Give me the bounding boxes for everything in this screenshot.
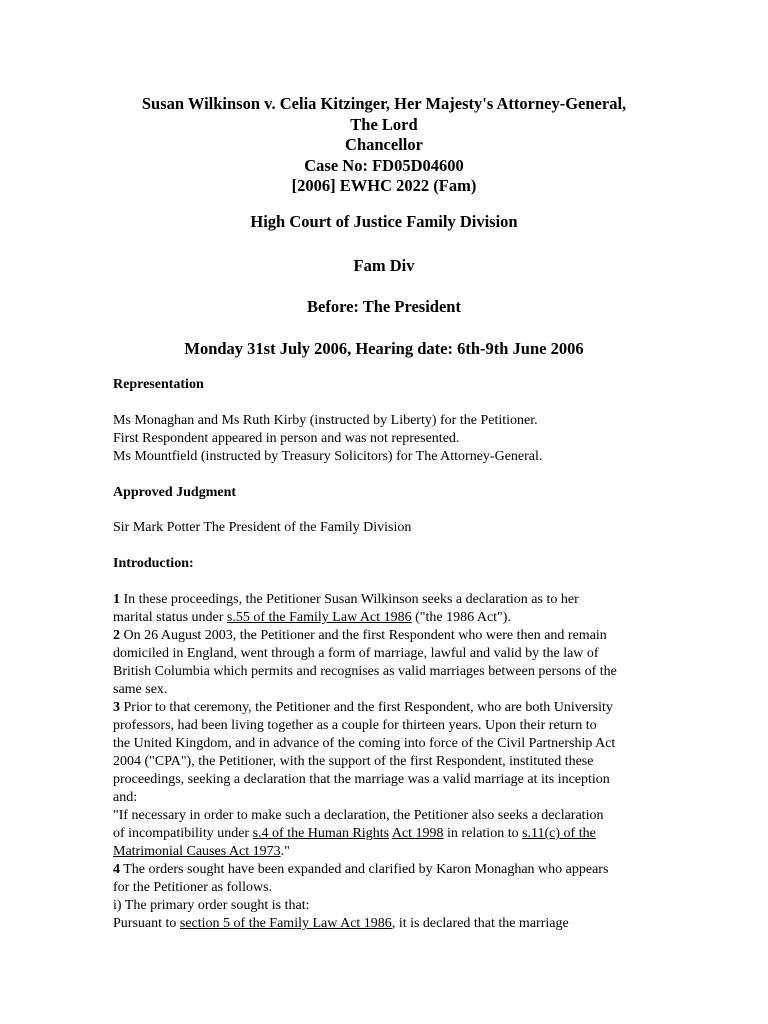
section-heading: Representation — [113, 377, 204, 392]
judge-line — [113, 519, 673, 537]
date-line: Monday 31st July 2006, Hearing date: 6th-9th June 2006 — [184, 339, 584, 358]
division-name: Fam Div — [353, 256, 415, 275]
paragraph-line: same sex. — [113, 682, 168, 697]
paragraph-number: 3 — [113, 700, 120, 715]
paragraph-1 — [113, 591, 673, 609]
paragraph-4-line-4 — [113, 915, 673, 933]
paragraph-line: proceedings, seeking a declaration that the marriage was a valid marriage at its inception — [113, 772, 610, 787]
statute-link[interactable]: Matrimonial Causes Act 1973 — [113, 844, 281, 859]
paragraph-1-line-2 — [113, 609, 673, 627]
representation-line: Ms Monaghan and Ms Ruth Kirby (instructed by Liberty) for the Petitioner. — [113, 413, 538, 428]
statute-link[interactable]: section 5 of the Family Law Act 1986 — [179, 916, 392, 931]
case-title: Susan Wilkinson v. Celia Kitzinger, Her Majesty's Attorney-General, — [141, 94, 627, 113]
paragraph-4 — [113, 861, 673, 879]
section-heading: Introduction: — [113, 556, 194, 571]
before-line: Before: The President — [307, 297, 461, 316]
introduction-heading — [113, 555, 673, 573]
representation-heading — [113, 376, 673, 394]
paragraph-line: professors, had been living together as a couple for thirteen years. Upon their return to — [113, 718, 597, 733]
paragraph-line: British Columbia which permits and recognises as valid marriages between persons of the — [113, 664, 617, 679]
representation-line: Ms Mountfield (instructed by Treasury Solicitors) for The Attorney-General. — [113, 449, 543, 464]
introduction-body — [113, 591, 673, 933]
statute-link[interactable]: Act 1998 — [391, 826, 444, 841]
judge-name: Sir Mark Potter The President of the Family Division — [113, 520, 412, 535]
text-run: On 26 August 2003, the Petitioner and the first Respondent who were then and remain — [120, 628, 607, 643]
text-run: , it is declared that the marriage — [391, 916, 569, 931]
paragraph-line: the United Kingdom, and in advance of the coming into force of the Civil Partnership Act — [113, 736, 616, 751]
representation-block — [113, 412, 673, 466]
quote-line: "If necessary in order to make such a declaration, the Petitioner also seeks a declaration — [113, 808, 604, 823]
section-heading: Approved Judgment — [113, 485, 237, 500]
paragraph-line: domiciled in England, went through a form of marriage, lawful and valid by the law of — [113, 646, 599, 661]
neutral-citation: [2006] EWHC 2022 (Fam) — [291, 176, 477, 195]
court-name: High Court of Justice Family Division — [250, 212, 518, 231]
statute-link[interactable]: s.4 of the Human Rights — [252, 826, 390, 841]
paragraph-number: 2 — [113, 628, 120, 643]
paragraph-number: 1 — [113, 592, 120, 607]
case-title-block — [0, 94, 768, 197]
quote-line-2 — [113, 825, 673, 843]
case-number: Case No: FD05D04600 — [304, 155, 464, 175]
paragraph-line: 2004 ("CPA"), the Petitioner, with the support of the first Respondent, instituted these — [113, 754, 594, 769]
text-run: Pursuant to — [113, 916, 180, 931]
text-run: marital status under — [113, 610, 227, 625]
quote-line-3 — [113, 843, 673, 861]
paragraph-number: 4 — [113, 862, 120, 877]
text-run: In these proceedings, the Petitioner Susan Wilkinson seeks a declaration as to her — [120, 592, 579, 607]
text-run: of incompatibility under — [113, 826, 253, 841]
representation-line: First Respondent appeared in person and was not represented. — [113, 431, 460, 446]
case-title-cont-1: The Lord — [350, 114, 418, 134]
text-run: The orders sought have been expanded and clarified by Karon Monaghan who appears — [120, 862, 609, 877]
approved-judgment-heading — [113, 484, 673, 502]
text-run: in relation to — [443, 826, 523, 841]
paragraph-line: and: — [113, 790, 138, 805]
paragraph-3 — [113, 699, 673, 717]
statute-link[interactable]: s.11(c) of the — [522, 826, 596, 841]
text-run: Prior to that ceremony, the Petitioner and the first Respondent, who are both University — [120, 700, 613, 715]
text-run: ." — [280, 844, 290, 859]
case-title-cont-2: Chancellor — [345, 135, 423, 154]
statute-link[interactable]: s.55 of the Family Law Act 1986 — [226, 610, 412, 625]
paragraph-line: for the Petitioner as follows. — [113, 880, 273, 895]
paragraph-line: i) The primary order sought is that: — [113, 898, 310, 913]
paragraph-2 — [113, 627, 673, 645]
text-run: ("the 1986 Act"). — [411, 610, 511, 625]
